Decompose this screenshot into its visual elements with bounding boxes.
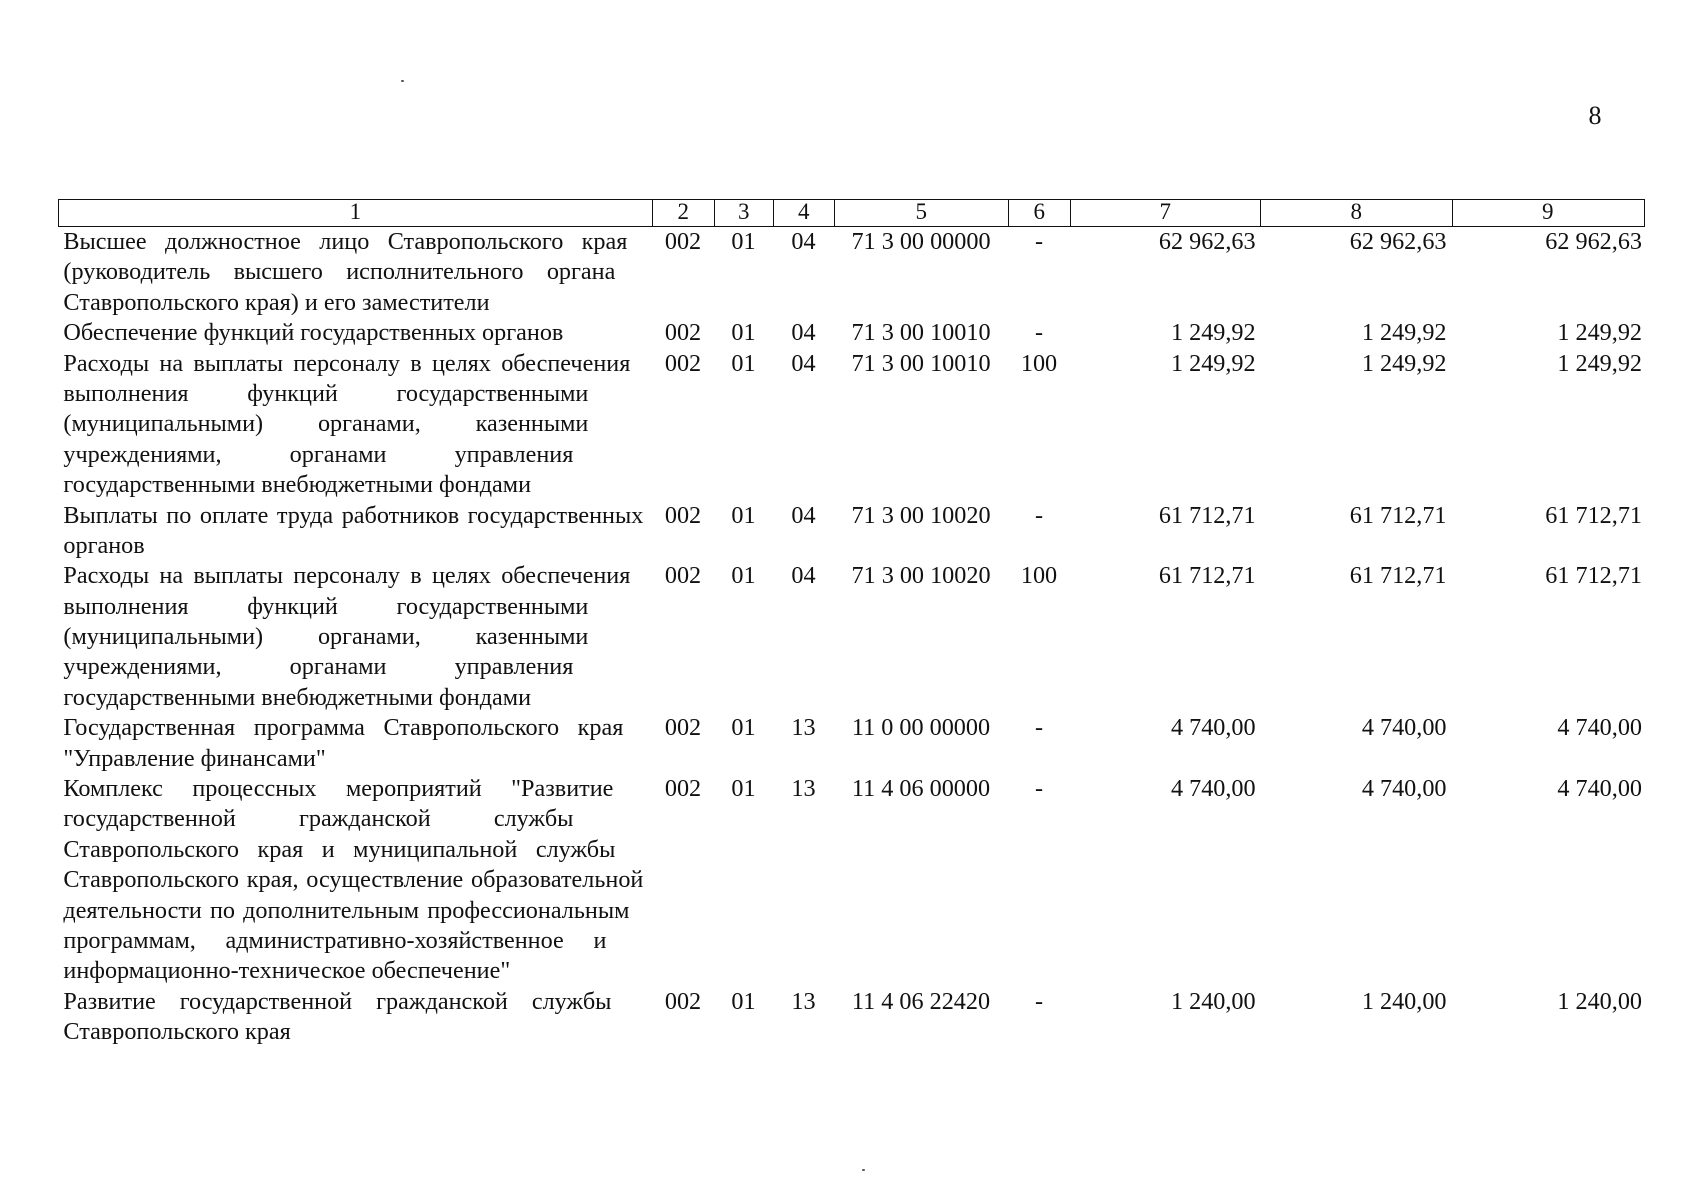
word: Развитие (63, 987, 156, 1015)
code-col-6: - (1034, 987, 1044, 1015)
item-name-line (63, 409, 588, 439)
table-row (58, 713, 1645, 774)
item-name-line: Ставропольского края (63, 1018, 291, 1046)
page-number: 8 (1588, 101, 1602, 130)
code-col-6: - (1034, 775, 1044, 803)
word: "Развитие (511, 775, 614, 803)
code-col-4: 13 (791, 987, 816, 1015)
item-name-line: государственными внебюджетными фондами (63, 471, 532, 499)
word: государственной (63, 805, 236, 833)
item-name-line (63, 227, 627, 257)
amount-col-8: 1 240,00 (1361, 987, 1447, 1015)
code-col-2: 002 (664, 562, 702, 590)
word: мероприятий (345, 775, 482, 803)
item-name-line: информационно-техническое обеспечение" (63, 957, 511, 985)
word: выполнения (63, 592, 189, 620)
word: и (593, 927, 607, 954)
word: Ставропольского (387, 228, 564, 255)
amount-col-8: 62 962,63 (1349, 228, 1447, 255)
item-name-line (63, 865, 643, 895)
table-row (58, 318, 1645, 348)
word: гражданской (376, 987, 508, 1015)
word: оплате (199, 501, 269, 529)
code-col-2: 002 (664, 228, 702, 255)
header-cell-9: 9 (1452, 200, 1643, 226)
code-col-5: 71 3 00 10020 (851, 562, 991, 590)
word: органами (289, 440, 387, 468)
word: края (577, 714, 624, 742)
item-name-line: Обеспечение функций государственных органов (63, 319, 564, 347)
scan-speck (401, 80, 404, 82)
word: функций (247, 592, 338, 620)
word: государственными (396, 379, 589, 407)
word: обеспечения (501, 349, 631, 377)
code-col-3: 01 (731, 319, 756, 347)
amount-col-7: 61 712,71 (1158, 501, 1256, 529)
word: целях (431, 349, 491, 377)
item-name-cell (58, 318, 652, 348)
item-name-line (63, 379, 588, 409)
code-col-4: 04 (791, 319, 816, 347)
table-row (58, 349, 1645, 501)
code-col-6: - (1034, 501, 1044, 529)
code-col-3: 01 (731, 987, 756, 1015)
item-name-line (63, 835, 615, 865)
amount-col-9: 4 740,00 (1557, 714, 1642, 742)
amount-col-9: 4 740,00 (1557, 775, 1642, 803)
code-col-3: 01 (731, 349, 756, 377)
code-col-2: 002 (664, 349, 702, 377)
table-row (58, 227, 1645, 318)
code-col-5: 11 4 06 22420 (851, 987, 991, 1015)
word: (муниципальными) (63, 623, 264, 651)
item-name-cell (58, 227, 652, 318)
item-name-line (63, 622, 588, 652)
amount-col-8: 61 712,71 (1349, 501, 1447, 529)
word: высшего (233, 258, 323, 286)
word: на (159, 562, 184, 590)
word: Расходы (63, 562, 150, 590)
amount-col-9: 1 249,92 (1557, 349, 1642, 377)
word: учреждениями, (63, 440, 222, 468)
item-name-line: Ставропольского края) и его заместители (63, 288, 490, 316)
amount-col-8: 4 740,00 (1361, 714, 1447, 742)
item-name-cell (58, 501, 652, 562)
word: казенными (475, 410, 589, 438)
header-cell-4: 4 (773, 200, 834, 226)
item-name-line (63, 440, 573, 470)
word: Высшее (63, 228, 147, 255)
code-col-3: 01 (731, 775, 756, 803)
word: образовательной (471, 866, 644, 894)
code-col-4: 04 (791, 228, 816, 255)
word: службы (535, 835, 616, 863)
word: программа (253, 714, 365, 742)
table-row (58, 501, 1645, 562)
header-cell-3: 3 (714, 200, 773, 226)
item-name-line (63, 561, 630, 591)
amount-col-7: 1 240,00 (1170, 987, 1256, 1015)
word: гражданской (298, 805, 431, 833)
word: выплаты (193, 349, 283, 377)
word: работников (341, 501, 460, 529)
code-col-6: - (1034, 228, 1044, 255)
word: органами (289, 653, 387, 681)
word: должностное (164, 228, 301, 255)
word: Комплекс (63, 775, 163, 803)
code-col-3: 01 (731, 501, 756, 529)
word: службы (531, 987, 612, 1015)
word: функций (247, 379, 338, 407)
item-name-line (63, 257, 615, 287)
code-col-2: 002 (664, 714, 702, 742)
word: по (209, 896, 236, 924)
amount-col-7: 1 249,92 (1170, 349, 1256, 377)
word: Расходы (63, 349, 150, 377)
word: государственных (467, 501, 644, 529)
code-col-5: 71 3 00 00000 (851, 228, 991, 255)
table-row (58, 561, 1645, 713)
amount-col-7: 4 740,00 (1170, 714, 1256, 742)
word: по (166, 501, 192, 529)
word: органами, (317, 623, 421, 651)
item-name-line (63, 349, 630, 379)
header-cell-8: 8 (1260, 200, 1452, 226)
item-name-line (63, 652, 573, 682)
header-cell-7: 7 (1070, 200, 1260, 226)
word: управления (454, 653, 574, 681)
word: осуществление (306, 866, 464, 894)
item-name-cell (58, 987, 652, 1048)
word: в (410, 349, 422, 377)
word: персоналу (293, 562, 400, 590)
word: административно-хозяйственное (225, 927, 564, 954)
word: деятельности (63, 896, 202, 924)
item-name-line (63, 592, 588, 622)
item-name-cell (58, 713, 652, 774)
word: целях (431, 562, 491, 590)
code-col-3: 01 (731, 228, 756, 255)
word: программам, (63, 927, 196, 954)
code-col-2: 002 (664, 987, 702, 1015)
code-col-5: 71 3 00 10010 (851, 349, 991, 377)
code-col-6: - (1034, 714, 1044, 742)
word: (руководитель (63, 258, 211, 286)
word: в (410, 562, 422, 590)
code-col-3: 01 (731, 714, 756, 742)
scan-speck (862, 1169, 865, 1171)
word: края, (246, 866, 299, 894)
code-col-3: 01 (731, 562, 756, 590)
code-col-5: 11 4 06 00000 (851, 775, 991, 803)
word: на (159, 349, 184, 377)
code-col-2: 002 (664, 319, 702, 347)
amount-col-7: 61 712,71 (1158, 562, 1256, 590)
word: Выплаты (63, 501, 158, 529)
word: процессных (192, 775, 317, 803)
word: труда (276, 501, 334, 529)
amount-col-8: 1 249,92 (1361, 349, 1447, 377)
word: учреждениями, (63, 653, 222, 681)
word: государственной (179, 987, 353, 1015)
item-name-cell (58, 774, 652, 987)
header-cell-2: 2 (652, 200, 714, 226)
word: Ставропольского (63, 866, 239, 894)
word: исполнительного (346, 258, 524, 286)
word: муниципальной (353, 835, 518, 863)
word: выполнения (63, 379, 189, 407)
word: государственными (396, 592, 589, 620)
word: службы (493, 805, 574, 833)
word: (муниципальными) (63, 410, 264, 438)
word: управления (454, 440, 574, 468)
word: и (321, 835, 335, 863)
amount-col-9: 62 962,63 (1545, 228, 1642, 255)
header-cell-5: 5 (834, 200, 1008, 226)
item-name-line: государственными внебюджетными фондами (63, 683, 532, 711)
word: края (257, 835, 304, 863)
code-col-6: 100 (1020, 349, 1058, 377)
word: лицо (319, 228, 370, 255)
item-name-line: "Управление финансами" (63, 744, 326, 772)
table-header-row (58, 199, 1645, 227)
word: персоналу (293, 349, 400, 377)
item-name-cell (58, 561, 652, 713)
item-name-line (63, 804, 573, 834)
amount-col-8: 61 712,71 (1349, 562, 1447, 590)
code-col-5: 11 0 00 00000 (851, 714, 991, 742)
amount-col-9: 1 249,92 (1557, 319, 1642, 347)
amount-col-9: 1 240,00 (1557, 987, 1642, 1015)
item-name-line (63, 713, 623, 743)
word: профессиональным (427, 896, 630, 924)
code-col-4: 13 (791, 775, 816, 803)
amount-col-8: 4 740,00 (1361, 775, 1447, 803)
word: органа (546, 258, 616, 286)
amount-col-9: 61 712,71 (1545, 562, 1642, 590)
amount-col-8: 1 249,92 (1361, 319, 1447, 347)
item-name-line (63, 774, 613, 804)
code-col-4: 04 (791, 501, 816, 529)
word: края (581, 228, 628, 255)
code-col-4: 13 (791, 714, 816, 742)
table-row (58, 774, 1645, 987)
item-name-line: органов (63, 531, 145, 559)
code-col-5: 71 3 00 10020 (851, 501, 991, 529)
item-name-line (63, 896, 629, 926)
code-col-5: 71 3 00 10010 (851, 319, 991, 347)
amount-col-7: 1 249,92 (1170, 319, 1256, 347)
code-col-6: 100 (1020, 562, 1058, 590)
item-name-line (63, 501, 643, 531)
amount-col-7: 62 962,63 (1158, 228, 1256, 255)
item-name-cell (58, 349, 652, 501)
amount-col-7: 4 740,00 (1170, 775, 1256, 803)
code-col-6: - (1034, 319, 1044, 347)
item-name-line (63, 926, 606, 956)
word: Ставропольского (63, 835, 239, 863)
word: дополнительным (243, 896, 420, 924)
word: выплаты (193, 562, 283, 590)
item-name-line (63, 987, 611, 1017)
header-cell-1: 1 (349, 199, 362, 224)
code-col-4: 04 (791, 349, 816, 377)
word: Государственная (63, 714, 236, 742)
word: Ставропольского (383, 714, 560, 742)
code-col-2: 002 (664, 501, 702, 529)
code-col-2: 002 (664, 775, 702, 803)
code-col-4: 04 (791, 562, 816, 590)
amount-col-9: 61 712,71 (1545, 501, 1642, 529)
table-row (58, 987, 1645, 1048)
word: органами, (317, 410, 421, 438)
budget-table-body (58, 227, 1645, 1048)
word: казенными (475, 623, 589, 651)
header-cell-6: 6 (1008, 200, 1070, 226)
word: обеспечения (501, 562, 631, 590)
